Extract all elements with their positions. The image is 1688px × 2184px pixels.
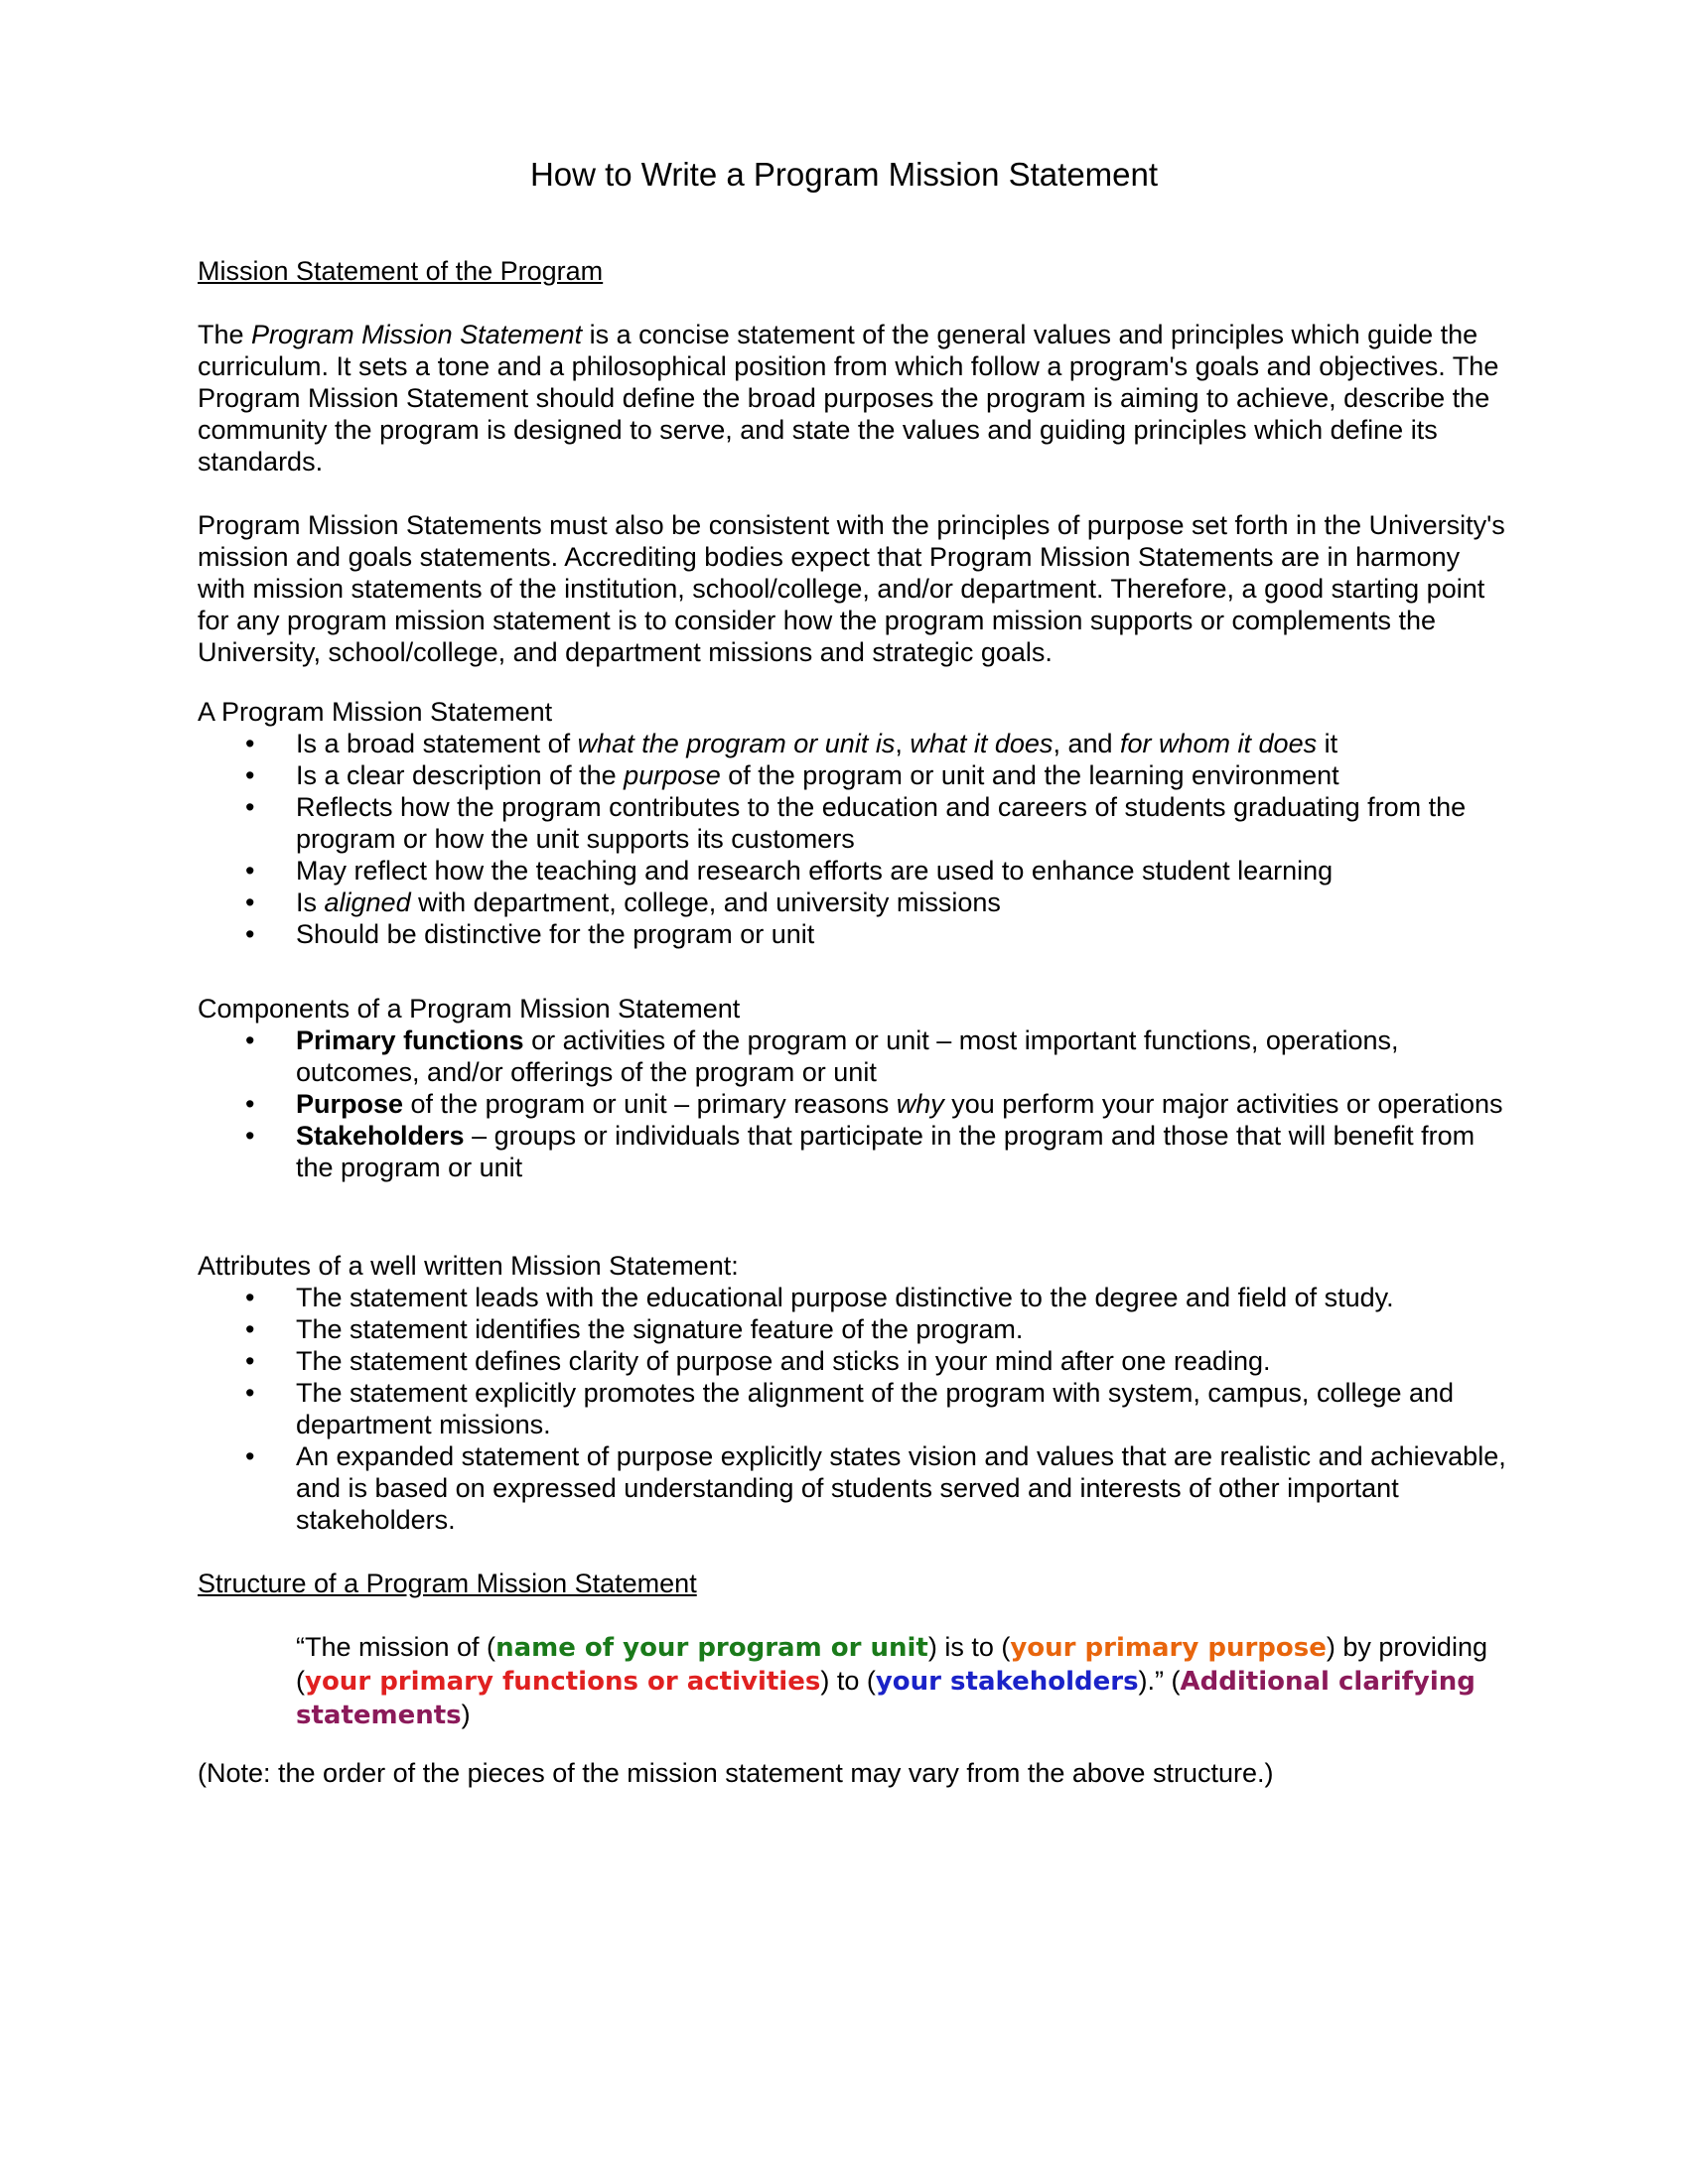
structure-section (198, 1568, 1508, 1732)
text: May reflect how the teaching and research efforts are used to enhance student learning (296, 856, 1334, 886)
list-item (198, 918, 1508, 950)
bullet: • (245, 887, 255, 917)
structure-template (198, 1631, 1508, 1732)
list-item (198, 1345, 1508, 1377)
name-placeholder: name of your program or unit (495, 1633, 928, 1663)
list-item (198, 1313, 1508, 1345)
text: The statement identifies the signature feature of the program. (296, 1314, 1024, 1344)
text: with department, college, and university missions (410, 887, 1001, 917)
list-item (198, 1282, 1508, 1313)
text: The statement leads with the educational purpose distinctive to the degree and field of study. (296, 1283, 1394, 1312)
note-text: (Note: the order of the pieces of the mission statement may vary from the above structure.) (198, 1758, 1274, 1788)
italic-text: for whom it does (1120, 729, 1318, 758)
functions-placeholder: your primary functions or activities (305, 1667, 821, 1697)
text: or activities of the program or unit – most important functions, operations, outcomes, and/or offerings of the program or unit (296, 1025, 1399, 1087)
is-list (198, 728, 1508, 950)
bullet: • (245, 729, 255, 758)
text: ).” ( (1138, 1666, 1181, 1696)
text: Should be distinctive for the program or unit (296, 919, 815, 949)
text: it (1317, 729, 1338, 758)
bold-text: Primary functions (296, 1025, 524, 1055)
italic-text: aligned (324, 887, 411, 917)
para1-lead: The (198, 320, 252, 349)
list-item (198, 759, 1508, 791)
list-item (198, 1024, 1508, 1088)
text: you perform your major activities or operations (943, 1089, 1503, 1119)
list-item (198, 791, 1508, 855)
text: Is a clear description of the (296, 760, 625, 790)
attributes-heading: Attributes of a well written Mission Statement: (198, 1251, 739, 1281)
mission-section (198, 255, 1508, 668)
attributes-section (198, 1250, 1508, 1536)
additional-placeholder: Additional clarifying statements (296, 1667, 1476, 1730)
text: ) (461, 1700, 471, 1729)
text: The statement explicitly promotes the alignment of the program with system, campus, college and department missions. (296, 1378, 1455, 1439)
list-item (198, 1120, 1508, 1183)
italic-text: why (896, 1089, 944, 1119)
text: Is a broad statement of (296, 729, 578, 758)
text: The statement defines clarity of purpose and sticks in your mind after one reading. (296, 1346, 1271, 1376)
bullet: • (245, 792, 255, 822)
bold-text: Purpose (296, 1089, 404, 1119)
structure-heading: Structure of a Program Mission Statement (198, 1569, 697, 1598)
components-section (198, 993, 1508, 1183)
is-list-heading: A Program Mission Statement (198, 697, 553, 727)
text: , and (1053, 729, 1120, 758)
bullet: • (245, 760, 255, 790)
para1-italic-term: Program Mission Statement (251, 320, 583, 349)
bullet: • (245, 856, 255, 886)
bullet: • (245, 1378, 255, 1408)
text: Reflects how the program contributes to the education and careers of students graduating from the program or how the unit supports its customers (296, 792, 1467, 854)
purpose-placeholder: your primary purpose (1010, 1633, 1327, 1663)
text: of the program or unit and the learning environment (720, 760, 1339, 790)
note-section (198, 1757, 1508, 1789)
list-item (198, 1377, 1508, 1440)
is-list-section (198, 696, 1508, 950)
para1-rest: is a concise statement of the general values and principles which guide the curriculum. It sets a tone and a philosophical position from which follow a program's goals and objectives. The Program Mission Statement should define the broad purposes the program is aiming to achieve, describe the community the program is designed to serve, and state the values and guiding principles which define its standards. (198, 320, 1499, 477)
text: ) by providing ( (296, 1632, 1487, 1696)
bullet: • (245, 1025, 255, 1055)
text: of the program or unit – primary reasons (403, 1089, 897, 1119)
bullet: • (245, 1346, 255, 1376)
italic-text: purpose (624, 760, 721, 790)
bullet: • (245, 919, 255, 949)
list-item (198, 1440, 1508, 1536)
bullet: • (245, 1283, 255, 1312)
attributes-list (198, 1282, 1508, 1536)
list-item (198, 855, 1508, 887)
mission-heading: Mission Statement of the Program (198, 256, 604, 286)
text: – groups or individuals that participate in the program and those that will benefit from the program or unit (296, 1121, 1476, 1182)
text: , (895, 729, 911, 758)
bullet: • (245, 1121, 255, 1151)
list-item (198, 1088, 1508, 1120)
bullet: • (245, 1314, 255, 1344)
list-item (198, 887, 1508, 918)
italic-text: what the program or unit is (577, 729, 896, 758)
text: An expanded statement of purpose explicitly states vision and values that are realistic and achievable, and is based on expressed understanding of students served and interests of other important stakeholders. (296, 1441, 1506, 1535)
bullet: • (245, 1441, 255, 1471)
text: Is (296, 887, 325, 917)
bold-text: Stakeholders (296, 1121, 465, 1151)
text: ) to ( (820, 1666, 876, 1696)
components-heading: Components of a Program Mission Statement (198, 994, 741, 1024)
stakeholders-placeholder: your stakeholders (875, 1667, 1139, 1697)
text: “The mission of ( (296, 1632, 496, 1662)
bullet: • (245, 1089, 255, 1119)
list-item (198, 728, 1508, 759)
mission-paragraph-1 (198, 319, 1508, 478)
page-title: How to Write a Program Mission Statement (529, 156, 1159, 193)
components-list (198, 1024, 1508, 1183)
italic-text: what it does (910, 729, 1054, 758)
text: ) is to ( (927, 1632, 1011, 1662)
mission-paragraph-2: Program Mission Statements must also be consistent with the principles of purpose set forth in the University's mission and goals statements. Accrediting bodies expect that Program Mission Statements are in harmony with mission statements of the institution, school/college, and/or department. Therefore, a good starting point for any program mission statement is to consider how the program mission supports or complements the University, school/college, and department missions and strategic goals. (198, 510, 1505, 667)
